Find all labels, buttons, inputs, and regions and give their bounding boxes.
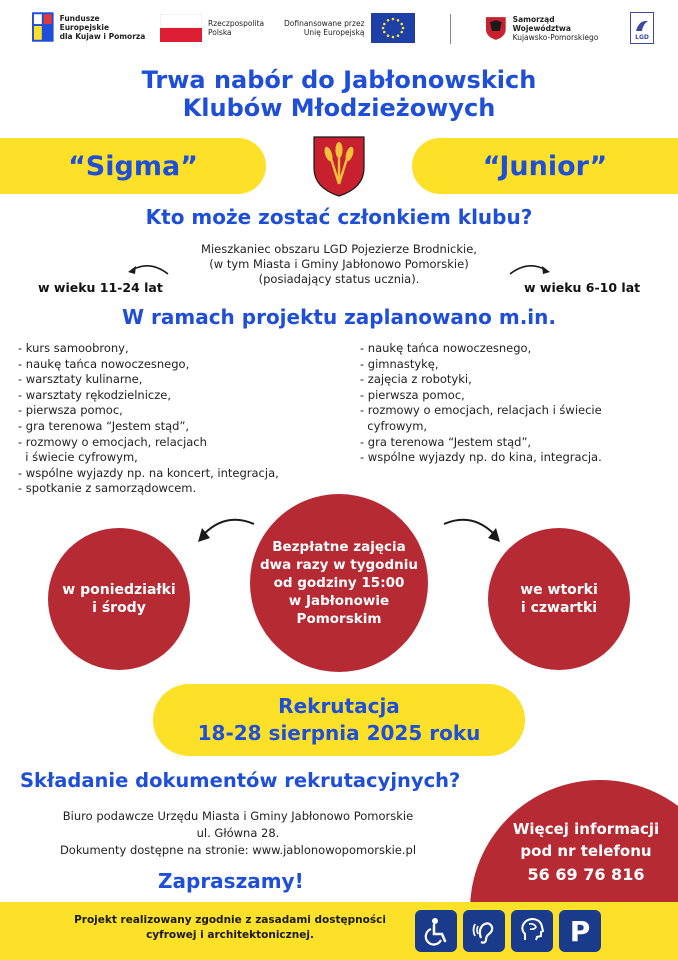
documents-info: [18, 808, 458, 859]
schedule-center-line-3: od godziny 15:00: [273, 575, 405, 591]
logo-samorzad: [484, 12, 614, 44]
list-item: - wspólne wyjazdy np. do kina, integracja.: [360, 450, 602, 465]
membership-line-3: (posiadający status ucznia).: [258, 272, 420, 286]
fe-text-1: Fundusze Europejskie: [59, 13, 110, 32]
list-item: - pierwsza pomoc,: [18, 403, 123, 418]
list-item: - warsztaty rękodzielnicze,: [18, 387, 172, 402]
documents-line-1: Biuro podawcze Urzędu Miasta i Gminy Jabłonowo Pomorskie: [62, 809, 414, 823]
rp-text-2: Polska: [208, 28, 232, 37]
age-label-sigma: w wieku 11-24 lat: [38, 280, 163, 295]
lgd-bird-icon: [633, 18, 651, 34]
arrow-to-left-circle-icon: [190, 512, 260, 546]
schedule-circle-center: [250, 494, 428, 672]
schedule-mon-wed-line-1: w poniedziałki: [62, 582, 176, 598]
schedule-center-line-5: Pomorskim: [296, 611, 382, 627]
list-item: - naukę tańca nowoczesnego,: [360, 341, 532, 355]
hearing-loop-icon: [463, 910, 505, 952]
list-item: - gimnastykę,: [360, 356, 439, 371]
recruitment-dates: 18-28 sierpnia 2025 roku: [197, 721, 481, 745]
ue-text-1: Dofinansowane przez: [284, 19, 365, 28]
list-item: cyfrowym,: [360, 418, 428, 433]
logo-fundusze-europejskie: [32, 10, 150, 44]
list-item: - wspólne wyjazdy np. na koncert, integracja,: [18, 465, 279, 480]
sw-text-1: Samorząd Województwa: [512, 14, 571, 33]
logo-rzeczpospolita: [160, 12, 272, 44]
arrow-left-age-icon: [124, 258, 172, 278]
polish-flag-icon: [160, 14, 202, 42]
contact-phone[interactable]: 56 69 76 816: [527, 865, 645, 884]
contact-line-2: pod nr telefonu: [520, 842, 652, 860]
wheelchair-icon: [415, 910, 457, 952]
list-item: - rozmowy o emocjach, relacjach i świecie: [360, 403, 602, 418]
schedule-center-line-2: dwa razy w tygodniu: [260, 557, 418, 573]
documents-line-2: ul. Główna 28.: [196, 826, 280, 840]
footer-line-2: cyfrowej i architektonicznej.: [146, 929, 314, 941]
list-item: - spotkanie z samorządowcem.: [18, 481, 197, 496]
list-item: - warsztaty kulinarne,: [18, 372, 143, 387]
recruitment-line-1: Rekrutacja: [278, 694, 400, 718]
eu-flag-icon: [371, 13, 415, 43]
list-item: - gra terenowa “Jestem stąd”,: [360, 434, 532, 449]
membership-line-2: (w tym Miasta i Gminy Jabłonowo Pomorskie): [209, 257, 469, 271]
list-item: - rozmowy o emocjach, relacjach: [18, 434, 207, 449]
age-label-junior: w wieku 6-10 lat: [524, 280, 641, 295]
cognitive-access-icon: [511, 910, 553, 952]
list-item: - naukę tańca nowoczesnego,: [18, 356, 190, 371]
schedule-center-line-4: w Jabłonowie: [288, 593, 390, 609]
logo-lgd: [630, 12, 654, 44]
footer-line-1: Projekt realizowany zgodnie z zasadami dostępności: [74, 914, 386, 926]
footer-text: [60, 913, 400, 943]
page-title-line-1: Trwa nabór do Jabłonowskich: [141, 66, 537, 94]
ue-text-2: Unię Europejską: [303, 28, 365, 37]
membership-line-1: Mieszkaniec obszaru LGD Pojezierze Brodnickie,: [201, 242, 477, 256]
contact-info: [498, 818, 674, 886]
arrow-to-right-circle-icon: [438, 512, 508, 546]
plan-list-sigma: [18, 341, 338, 497]
invite-text: Zapraszamy!: [158, 869, 304, 893]
club-junior-pill: “Junior”: [412, 138, 678, 194]
documents-heading: Składanie dokumentów rekrutacyjnych?: [20, 769, 461, 792]
list-item: - gra terenowa “Jestem stąd”,: [18, 418, 190, 433]
recruitment-pill: [153, 684, 525, 756]
schedule-center-line-1: Bezpłatne zajęcia: [272, 539, 406, 555]
schedule-circle-mon-wed: [48, 528, 190, 670]
logo-unia-europejska: [284, 12, 424, 44]
schedule-tue-thu-line-1: we wtorki: [520, 582, 598, 598]
schedule-tue-thu-line-2: i czwartki: [520, 600, 598, 616]
membership-heading: Kto może zostać członkiem klubu?: [145, 205, 533, 229]
list-item: - kurs samoobrony,: [18, 341, 129, 355]
logo-divider: [450, 14, 451, 44]
plan-heading: W ramach projektu zaplanowano m.in.: [121, 305, 556, 329]
fe-text-2: dla Kujaw i Pomorza: [59, 31, 146, 41]
arrow-right-age-icon: [506, 258, 554, 278]
page-title-line-2: Klubów Młodzieżowych: [182, 94, 496, 122]
sw-text-2: Kujawsko-Pomorskiego: [512, 32, 599, 42]
fe-flag-icon: [32, 12, 54, 42]
rp-text-1: Rzeczpospolita: [208, 19, 265, 28]
schedule-circle-tue-thu: [488, 528, 630, 670]
documents-website[interactable]: Dokumenty dostępne na stronie: www.jablonowopomorskie.pl: [59, 843, 417, 857]
contact-line-1: Więcej informacji: [512, 820, 660, 838]
parking-icon: [559, 910, 601, 952]
jablonowo-crest-icon: [311, 134, 367, 198]
membership-description: [150, 242, 528, 287]
voivodeship-crest-icon: [484, 15, 508, 41]
club-sigma-pill: “Sigma”: [0, 138, 266, 194]
schedule-mon-wed-line-2: i środy: [92, 600, 146, 616]
parking-letter: P: [569, 914, 591, 948]
list-item: i świecie cyfrowym,: [18, 450, 138, 465]
plan-list-junior: [360, 341, 670, 466]
lgd-text: LGD: [635, 34, 649, 41]
list-item: - pierwsza pomoc,: [360, 387, 465, 402]
list-item: - zajęcia z robotyki,: [360, 372, 472, 387]
